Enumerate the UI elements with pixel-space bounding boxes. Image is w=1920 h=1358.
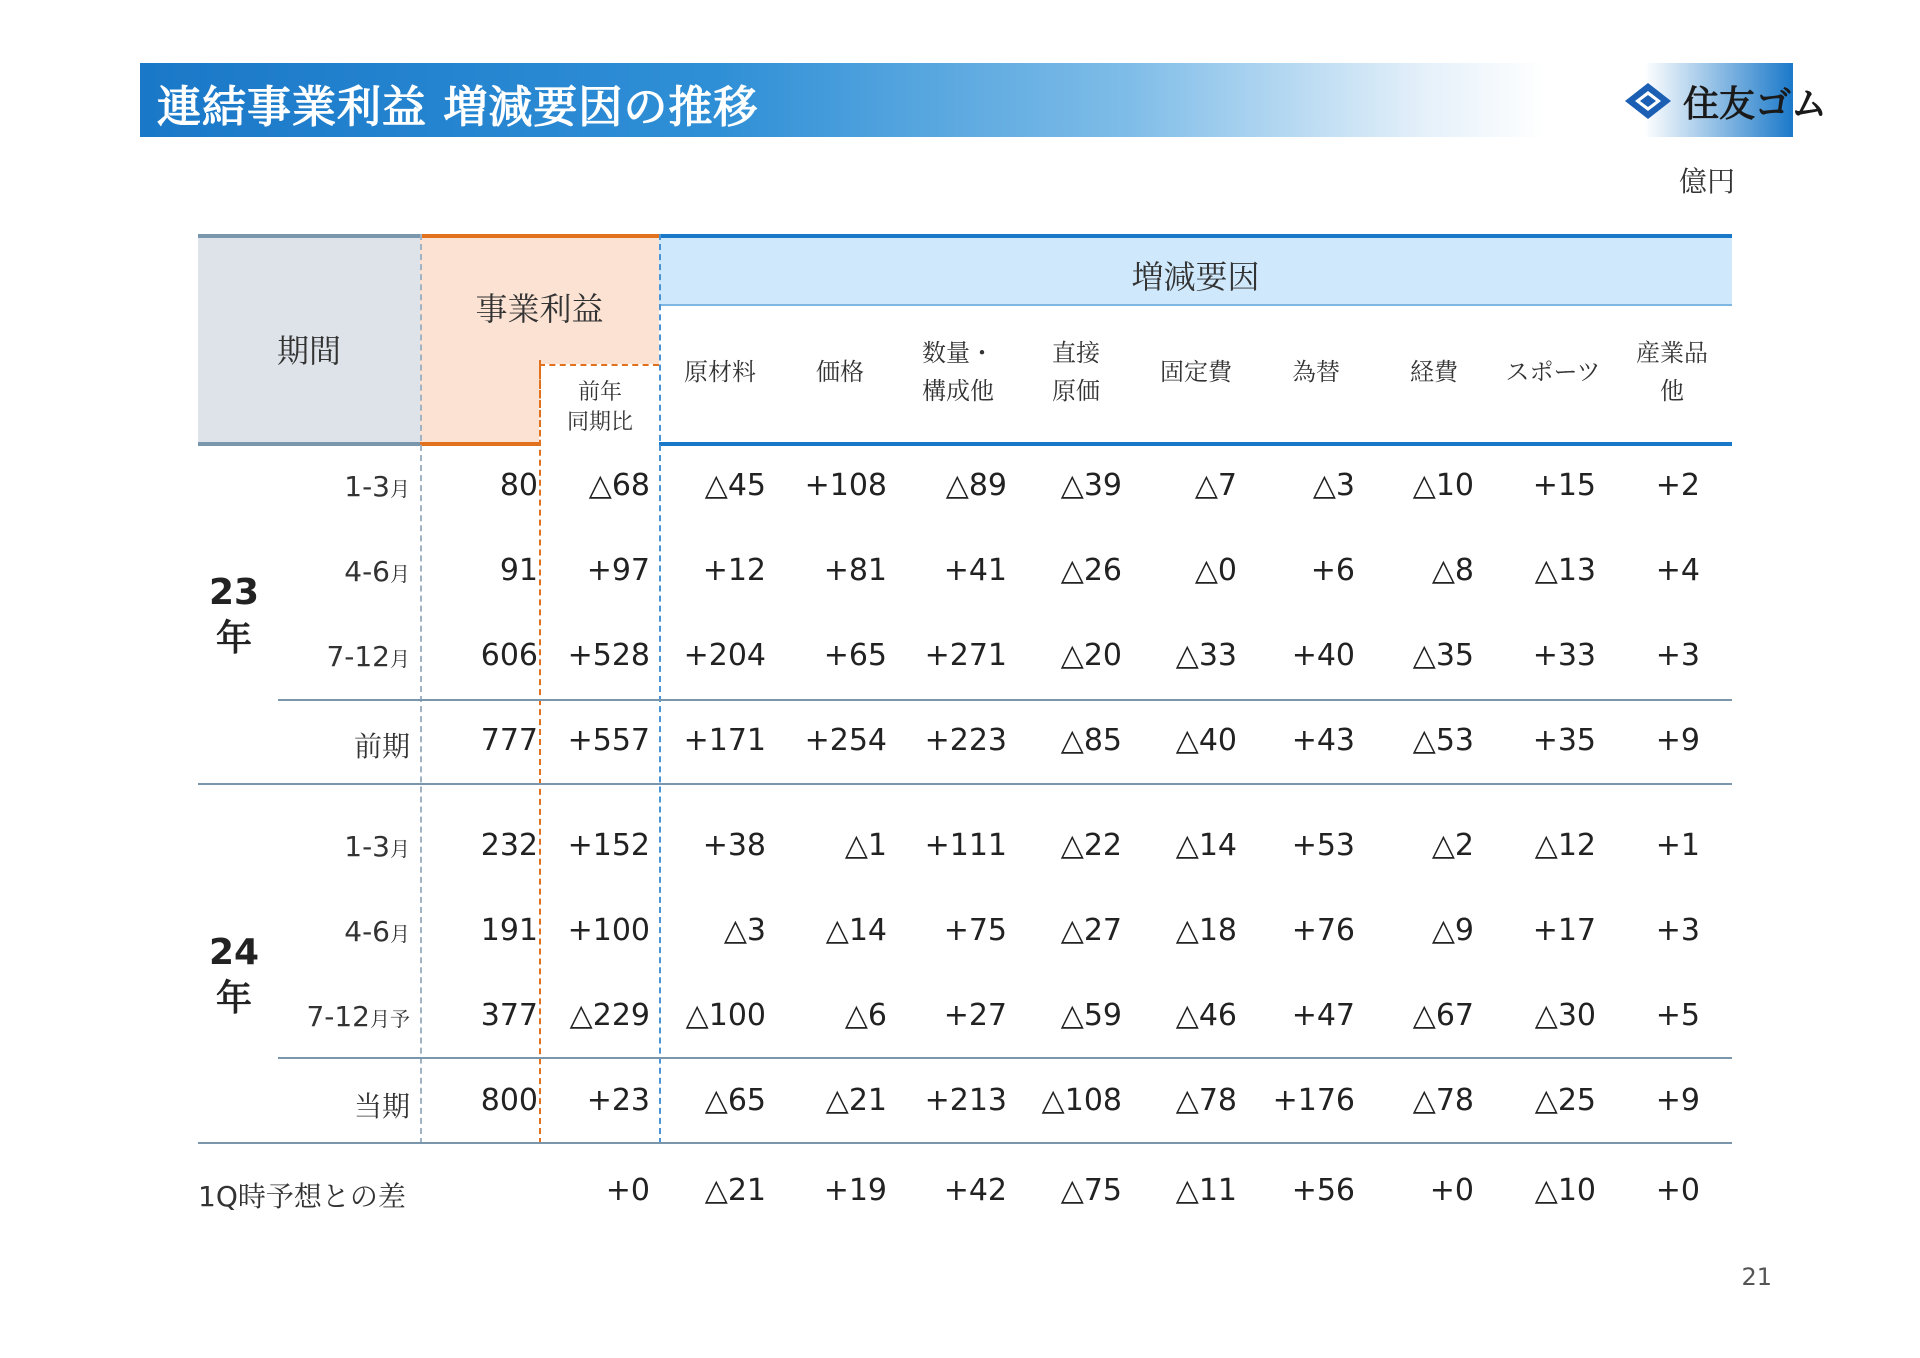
table-cell: +12 [702,553,766,588]
table-cell: +9 [1655,723,1700,758]
table-cell: +65 [823,638,887,673]
table-cell: 232 [480,828,538,863]
table-cell: △9 [1431,913,1474,948]
column-divider [539,360,541,1144]
table-cell: △45 [704,468,766,503]
table-cell: △7 [1194,468,1237,503]
table-cell: +81 [823,553,887,588]
year-2023-label-suffix: 年 [215,618,252,659]
row-period-label [326,640,410,673]
header-period-label: 期間 [276,332,341,370]
table-cell: +108 [804,468,887,503]
table-cell: △18 [1175,913,1237,948]
table-cell: +40 [1291,638,1355,673]
table-cell: △26 [1060,553,1122,588]
row-period-label [344,470,410,503]
factor-header [660,302,780,442]
table-cell: 777 [480,723,538,758]
forecast-diff-cell: +0 [1429,1173,1474,1208]
factor-header-line2: 構成他 [922,377,994,405]
table-cell: △1 [844,828,887,863]
table-cell: 191 [480,913,538,948]
table-cell: △40 [1175,723,1237,758]
table-cell: △46 [1175,998,1237,1033]
table-cell: △21 [825,1083,887,1118]
logo-text: 住友ゴム [1683,83,1828,125]
page-title: 連結事業利益 増減要因の推移 [157,82,759,133]
forecast-diff-cell: △11 [1175,1173,1237,1208]
table-cell: +3 [1655,913,1700,948]
table-cell: △8 [1431,553,1474,588]
page-number: 21 [1741,1263,1772,1291]
row-period-suffix: 月予 [370,1007,410,1031]
year-2024-label-suffix: 年 [215,978,252,1019]
table-cell: △3 [1312,468,1355,503]
factor-header [898,302,1018,442]
row-period-text: 4-6 [344,555,390,588]
table-cell: △35 [1412,638,1474,673]
row-period-text: 1-3 [344,470,390,503]
forecast-diff-cell: △75 [1060,1173,1122,1208]
table-cell: △10 [1412,468,1474,503]
table-cell: +223 [924,723,1007,758]
row-period-label [354,1085,410,1125]
header-yoy-line2: 同期比 [566,410,633,435]
logo-diamond-icon [1623,81,1673,121]
table-cell: △27 [1060,913,1122,948]
row-period-suffix: 月 [390,837,410,861]
factor-header-line1: 原材料 [684,358,756,386]
table-cell: +97 [586,553,650,588]
row-period-label [354,725,410,765]
table-cell: △20 [1060,638,1122,673]
factor-header-line1: 固定費 [1160,358,1232,386]
table-cell: +47 [1291,998,1355,1033]
table-cell: +23 [586,1083,650,1118]
year-2023-label [198,570,270,662]
factor-header-line1: 数量・ [922,339,994,367]
table-cell: +557 [567,723,650,758]
table-cell: △13 [1534,553,1596,588]
header-factors-group-label: 増減要因 [1131,258,1260,296]
table-cell: +528 [567,638,650,673]
factor-header [1374,302,1494,442]
table-cell: +27 [943,998,1007,1033]
forecast-diff-cell: △21 [704,1173,766,1208]
table-cell: +41 [943,553,1007,588]
table-cell: △14 [1175,828,1237,863]
table-cell: +152 [567,828,650,863]
table-cell: +111 [924,828,1007,863]
factor-header [1256,302,1376,442]
table-cell: +35 [1532,723,1596,758]
table-cell: 377 [480,998,538,1033]
table-cell: +3 [1655,638,1700,673]
factor-header-line1: 産業品 [1636,339,1708,367]
forecast-diff-cell: +56 [1291,1173,1355,1208]
row-period-label [344,915,410,948]
forecast-diff-label: 1Q時予想との差 [198,1180,406,1213]
table-cell: 91 [499,553,538,588]
table-cell: △68 [588,468,650,503]
forecast-diff-cell: +19 [823,1173,887,1208]
table-cell: △65 [704,1083,766,1118]
table-cell: +43 [1291,723,1355,758]
table-cell: △33 [1175,638,1237,673]
table-cell: +204 [683,638,766,673]
table-cell: △30 [1534,998,1596,1033]
table-cell: △3 [723,913,766,948]
company-logo [1623,75,1827,127]
header-yoy [539,364,659,446]
factor-header-line2: 原価 [1052,377,1100,405]
column-divider [659,234,661,1144]
row-period-text: 7-12 [306,1000,370,1033]
title-banner [140,63,1828,137]
factor-header [780,302,900,442]
header-profit-label: 事業利益 [475,290,604,328]
table-cell: +100 [567,913,650,948]
table-cell: △25 [1534,1083,1596,1118]
factor-header-line1: 価格 [816,358,864,386]
forecast-diff-cell: +42 [943,1173,1007,1208]
row-period-suffix: 月 [390,477,410,501]
row-period-suffix: 月 [390,647,410,671]
table-cell: +254 [804,723,887,758]
table-cell: △67 [1412,998,1474,1033]
table-cell: +53 [1291,828,1355,863]
column-divider [420,234,422,1144]
year-2023-label-number: 23 [208,572,260,613]
row-period-text: 前期 [353,730,410,763]
table-cell: +176 [1272,1083,1355,1118]
factor-header-line2: 他 [1660,377,1684,405]
table-cell: +38 [702,828,766,863]
table-cell: △100 [685,998,766,1033]
table-cell: +33 [1532,638,1596,673]
table-cell: △12 [1534,828,1596,863]
factor-header-line1: 経費 [1410,358,1458,386]
year-2024-label-number: 24 [208,932,260,973]
row-period-text: 4-6 [344,915,390,948]
table-cell: △108 [1041,1083,1122,1118]
forecast-diff-cell: +0 [1655,1173,1700,1208]
table-cell: +271 [924,638,1007,673]
table-cell: △2 [1431,828,1474,863]
factor-header [1493,302,1613,442]
factor-header-line1: スポーツ [1505,358,1601,386]
forecast-diff-cell: +0 [605,1173,650,1208]
table-cell: △59 [1060,998,1122,1033]
row-divider [198,1142,1732,1144]
table-cell: 800 [480,1083,538,1118]
table-cell: △85 [1060,723,1122,758]
table-cell: △89 [945,468,1007,503]
row-divider [198,783,1732,785]
table-cell: +17 [1532,913,1596,948]
factor-header-line1: 為替 [1292,358,1340,386]
table-cell: +4 [1655,553,1700,588]
table-cell: +75 [943,913,1007,948]
forecast-diff-cell: △10 [1534,1173,1596,1208]
year-2024-label [198,930,270,1022]
table-cell: +6 [1310,553,1355,588]
table-cell: +1 [1655,828,1700,863]
factor-header [1612,302,1732,442]
table-cell: +76 [1291,913,1355,948]
table-cell: △229 [569,998,650,1033]
table-cell: +213 [924,1083,1007,1118]
header-period [198,234,420,446]
table-cell: △39 [1060,468,1122,503]
factor-header [1136,302,1256,442]
row-period-label [306,1000,410,1033]
row-period-label [344,555,410,588]
row-period-text: 1-3 [344,830,390,863]
factor-header-line1: 直接 [1052,339,1100,367]
table-cell: △0 [1194,553,1237,588]
table-cell: +5 [1655,998,1700,1033]
header-factors-group [659,238,1732,306]
row-period-text: 7-12 [326,640,390,673]
row-divider [278,1057,1732,1059]
factor-header [1016,302,1136,442]
table-cell: △78 [1175,1083,1237,1118]
row-period-text: 当期 [353,1090,410,1123]
table-cell: +9 [1655,1083,1700,1118]
table-cell: 80 [499,468,538,503]
table-cell: +171 [683,723,766,758]
row-period-suffix: 月 [390,562,410,586]
table-cell: +15 [1532,468,1596,503]
row-period-label [344,830,410,863]
table-cell: +2 [1655,468,1700,503]
table-cell: △6 [844,998,887,1033]
header-yoy-line1: 前年 [577,380,622,405]
unit-label: 億円 [1678,165,1735,198]
row-period-suffix: 月 [390,922,410,946]
table-cell: △14 [825,913,887,948]
table-cell: 606 [480,638,538,673]
row-divider [278,699,1732,701]
table-cell: △22 [1060,828,1122,863]
table-cell: △78 [1412,1083,1474,1118]
table-cell: △53 [1412,723,1474,758]
